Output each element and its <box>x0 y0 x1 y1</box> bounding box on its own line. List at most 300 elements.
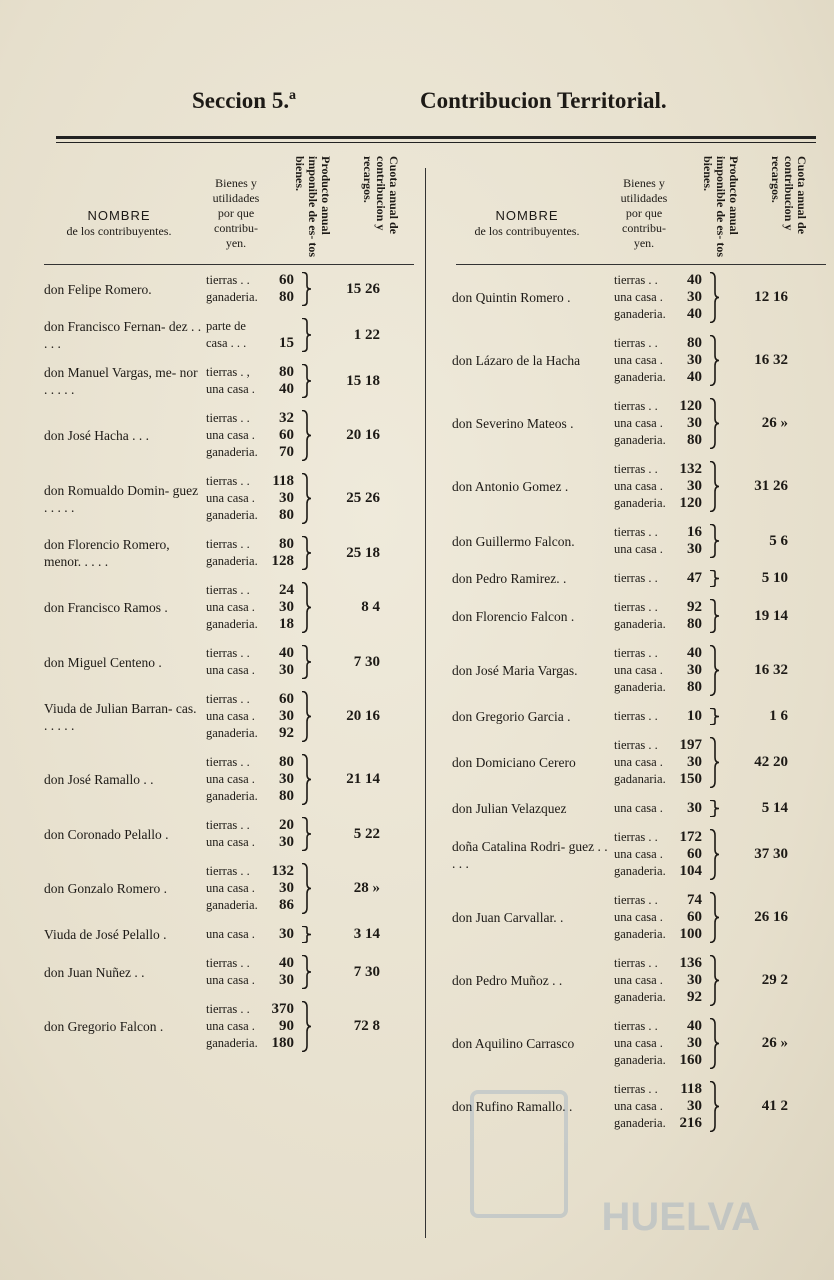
brace-icon <box>294 364 318 398</box>
property-type: ganaderia. <box>206 554 258 568</box>
property-item <box>202 616 294 633</box>
property-list <box>202 318 294 352</box>
property-item <box>610 955 702 972</box>
property-list <box>202 691 294 742</box>
property-item <box>610 1052 702 1069</box>
table-row <box>40 955 420 989</box>
brace-icon <box>702 335 726 386</box>
property-list <box>610 570 702 587</box>
property-item <box>202 364 294 381</box>
property-type: una casa . <box>614 910 663 924</box>
page-title: Contribucion Territorial. <box>420 88 667 113</box>
property-value: 30 <box>687 541 702 557</box>
property-item <box>610 306 702 323</box>
property-value: 104 <box>679 863 702 879</box>
property-type: tierras . . <box>614 738 658 752</box>
brace-icon <box>294 863 318 914</box>
brace-icon <box>702 737 726 788</box>
property-item <box>202 473 294 490</box>
brace-icon <box>702 398 726 449</box>
property-value: 30 <box>687 800 702 816</box>
property-value: 47 <box>687 570 702 586</box>
cuota-value: 7 30 <box>353 963 380 980</box>
top-rule-thin <box>56 142 816 143</box>
brace-icon <box>294 817 318 851</box>
contributor-name: don Coronado Pelallo . <box>44 826 169 842</box>
brace-icon <box>702 708 726 725</box>
section-heading: Seccion 5.ª <box>192 88 296 113</box>
property-value: 160 <box>679 1052 702 1068</box>
property-item <box>202 708 294 725</box>
property-type: ganaderia. <box>614 496 666 510</box>
property-type: una casa . <box>206 382 255 396</box>
header-bienes-line: yen. <box>225 236 247 250</box>
property-type: ganaderia. <box>614 433 666 447</box>
property-value: 20 <box>279 817 294 833</box>
property-type: ganaderia. <box>614 1053 666 1067</box>
contributor-name: don Domiciano Cerero <box>452 755 576 770</box>
property-item <box>610 398 702 415</box>
property-type: ganaderia. <box>614 680 666 694</box>
property-value: 80 <box>687 616 702 632</box>
property-type: tierras . . <box>206 537 250 551</box>
contributor-name: don Juan Nuñez . . <box>44 964 145 980</box>
table-row <box>448 955 828 1006</box>
property-value: 80 <box>687 679 702 695</box>
property-list <box>610 398 702 449</box>
brace-icon <box>294 754 318 805</box>
property-value: 40 <box>279 645 294 661</box>
header-bienes-line: Bienes y <box>215 176 257 190</box>
property-item <box>610 495 702 512</box>
cuota-value: 37 30 <box>754 846 788 862</box>
contributor-name: don Felipe Romero. <box>44 281 152 297</box>
brace-icon <box>294 1001 318 1052</box>
property-type: tierras . . <box>206 692 250 706</box>
header-bienes-line: contribu- <box>214 221 258 235</box>
property-value: 70 <box>279 444 294 460</box>
property-type: ganaderia. <box>206 898 258 912</box>
property-type: una casa . <box>614 801 663 815</box>
table-row <box>40 473 420 524</box>
table-row <box>448 892 828 943</box>
table-row <box>40 318 420 352</box>
brace-icon <box>294 645 318 679</box>
property-item <box>610 679 702 696</box>
contributor-name: don Julian Velazquez <box>452 801 567 816</box>
table-row <box>448 570 828 587</box>
property-type: ganaderia. <box>614 990 666 1004</box>
property-value: 132 <box>679 461 702 477</box>
table-row <box>448 737 828 788</box>
property-value: 74 <box>687 892 702 908</box>
header-bienes-line: contribu- <box>622 221 666 235</box>
property-item <box>202 880 294 897</box>
contributor-name: don Severino Mateos . <box>452 416 574 431</box>
cuota-value: 28 » <box>353 880 380 896</box>
cuota-value: 31 26 <box>754 478 788 494</box>
property-value: 16 <box>687 524 702 540</box>
cuota-value: 20 16 <box>346 427 380 443</box>
cuota-value: 41 2 <box>761 1098 788 1114</box>
cuota-value: 29 2 <box>761 972 788 988</box>
property-value: 24 <box>279 582 294 598</box>
property-value: 128 <box>271 553 294 569</box>
property-value: 197 <box>679 737 702 753</box>
property-item <box>202 289 294 306</box>
table-row <box>448 272 828 323</box>
property-list <box>202 1001 294 1052</box>
property-value: 86 <box>279 897 294 913</box>
property-type: tierras . . <box>206 273 250 287</box>
table-header-right <box>448 150 828 266</box>
property-list <box>610 1018 702 1069</box>
property-list <box>202 364 294 398</box>
property-item <box>610 926 702 943</box>
property-value: 40 <box>687 306 702 322</box>
property-list <box>610 599 702 633</box>
property-value: 100 <box>679 926 702 942</box>
property-type: tierras . . <box>614 830 658 844</box>
property-type: ganaderia. <box>206 789 258 803</box>
property-item <box>202 662 294 679</box>
property-item <box>610 892 702 909</box>
property-item <box>202 553 294 570</box>
header-bienes-line: yen. <box>633 236 655 250</box>
header-bienes-line: por que <box>217 206 255 220</box>
table-row <box>448 461 828 512</box>
property-value: 30 <box>279 834 294 850</box>
property-type: tierras . . <box>614 646 658 660</box>
property-type: gadanaria. <box>614 772 666 786</box>
cuota-value: 15 18 <box>346 372 380 389</box>
property-item <box>610 599 702 616</box>
property-value: 80 <box>687 432 702 448</box>
brace-icon <box>294 536 318 570</box>
cuota-value: 1 22 <box>353 326 380 343</box>
property-type: ganaderia. <box>206 617 258 631</box>
contributor-name: don Gonzalo Romero . <box>44 881 167 896</box>
property-item <box>610 846 702 863</box>
property-item <box>610 645 702 662</box>
property-type: una casa . <box>614 663 663 677</box>
property-item <box>610 708 702 725</box>
contributor-name: Viuda de Julian Barran- cas. . . . . . <box>44 700 197 733</box>
contributor-name: don Miguel Centeno . <box>44 654 162 670</box>
property-type: tierras . . <box>206 474 250 488</box>
property-list <box>202 926 294 943</box>
property-type: tierras . , <box>206 365 250 379</box>
cuota-value: 25 26 <box>346 490 380 506</box>
property-value: 30 <box>687 478 702 494</box>
brace-icon <box>294 272 318 306</box>
property-value: 30 <box>687 352 702 368</box>
contributor-name: don Romualdo Domin- guez . . . . . <box>44 482 199 515</box>
property-value: 30 <box>279 926 294 942</box>
property-type: tierras . . <box>614 1019 658 1033</box>
table-row <box>40 863 420 914</box>
brace-icon <box>702 955 726 1006</box>
property-item <box>610 369 702 386</box>
property-list <box>610 892 702 943</box>
cuota-value: 26 16 <box>754 909 788 925</box>
property-type: tierras . . <box>614 709 658 723</box>
property-item <box>202 754 294 771</box>
cuota-value: 25 18 <box>346 544 380 561</box>
property-value: 80 <box>687 335 702 351</box>
contributor-name: don José Hacha . . . <box>44 428 149 443</box>
header-bienes <box>202 176 270 251</box>
property-value: 30 <box>687 289 702 305</box>
property-item <box>202 834 294 851</box>
cuota-value: 72 8 <box>353 1018 380 1034</box>
property-item <box>610 662 702 679</box>
property-item <box>610 272 702 289</box>
table-row <box>40 817 420 851</box>
contributor-name: don Francisco Fernan- dez . . . . . <box>44 319 202 351</box>
property-type: tierras . . <box>206 755 250 769</box>
property-item <box>202 335 294 352</box>
header-bienes-line: utilidades <box>620 191 668 205</box>
property-item <box>202 582 294 599</box>
cuota-value: 5 22 <box>353 825 380 842</box>
header-bienes-line: Bienes y <box>623 176 665 190</box>
brace-icon <box>702 524 726 558</box>
property-item <box>610 972 702 989</box>
brace-icon <box>294 410 318 461</box>
property-item <box>610 570 702 587</box>
header-bienes <box>610 176 678 251</box>
property-type: tierras . . <box>206 646 250 660</box>
left-column <box>40 150 420 1064</box>
property-item <box>610 771 702 788</box>
property-type: tierras . . <box>614 273 658 287</box>
property-type: tierras . . <box>206 956 250 970</box>
property-value: 40 <box>279 955 294 971</box>
top-rule <box>56 136 816 139</box>
property-value: 40 <box>687 645 702 661</box>
property-value: 118 <box>272 473 294 489</box>
property-type: una casa . <box>614 416 663 430</box>
property-value: 15 <box>279 335 294 351</box>
cuota-value: 16 32 <box>754 352 788 368</box>
property-value: 92 <box>279 725 294 741</box>
property-item <box>202 645 294 662</box>
property-value: 60 <box>687 846 702 862</box>
property-value: 30 <box>687 1035 702 1051</box>
property-type: ganaderia. <box>206 1036 258 1050</box>
cuota-value: 12 16 <box>754 289 788 305</box>
property-item <box>610 754 702 771</box>
property-item <box>202 897 294 914</box>
cuota-value: 7 30 <box>353 653 380 670</box>
header-nombre <box>44 208 194 239</box>
brace-icon <box>294 955 318 989</box>
property-list <box>610 737 702 788</box>
property-value: 60 <box>279 272 294 288</box>
contributor-name: don Manuel Vargas, me- nor . . . . . <box>44 365 198 397</box>
table-row <box>448 1018 828 1069</box>
contributor-name: don Lázaro de la Hacha <box>452 353 581 368</box>
archive-watermark <box>430 1080 760 1260</box>
property-type: tierras . . <box>614 336 658 350</box>
property-item <box>610 863 702 880</box>
property-list <box>202 410 294 461</box>
property-value: 80 <box>279 788 294 804</box>
property-list <box>610 335 702 386</box>
property-value: 60 <box>279 691 294 707</box>
property-type: una casa . <box>206 663 255 677</box>
property-value: 40 <box>279 381 294 397</box>
contributor-name: don Florencio Romero, menor. . . . . <box>44 537 170 569</box>
property-type: ganaderia. <box>614 617 666 631</box>
cuota-value: 3 14 <box>353 926 380 942</box>
property-item <box>202 272 294 289</box>
property-value: 120 <box>679 398 702 414</box>
header-producto: Producto anual imponible de es- tos bienes. <box>293 156 333 258</box>
table-row <box>40 272 420 306</box>
cuota-value: 42 20 <box>754 754 788 770</box>
property-list <box>202 272 294 306</box>
property-type: tierras . . <box>206 864 250 878</box>
property-value: 30 <box>687 662 702 678</box>
property-item <box>202 1018 294 1035</box>
property-value: 60 <box>279 427 294 443</box>
property-type: una casa . <box>614 847 663 861</box>
table-row <box>448 829 828 880</box>
cuota-value: 8 4 <box>361 599 380 615</box>
property-type: una casa . <box>614 973 663 987</box>
property-type: una casa . <box>206 973 255 987</box>
property-value: 92 <box>687 599 702 615</box>
property-item <box>610 461 702 478</box>
property-type: tierras . . <box>614 893 658 907</box>
property-item <box>202 817 294 834</box>
cuota-value: 19 14 <box>754 607 788 624</box>
property-value: 30 <box>687 754 702 770</box>
property-item <box>610 1035 702 1052</box>
property-item <box>610 335 702 352</box>
contributor-name: don Antonio Gomez . <box>452 479 569 494</box>
right-column <box>448 150 828 1144</box>
property-value: 18 <box>279 616 294 632</box>
brace-icon <box>702 570 726 587</box>
table-row <box>40 536 420 570</box>
property-value: 10 <box>687 708 702 724</box>
property-value: 40 <box>687 369 702 385</box>
table-row <box>448 708 828 725</box>
table-row <box>448 800 828 817</box>
property-type: tierras . . <box>206 583 250 597</box>
header-nombre-sub: de los contribuyentes. <box>474 224 580 238</box>
cuota-value: 15 26 <box>346 280 380 297</box>
property-item <box>610 432 702 449</box>
property-list <box>610 461 702 512</box>
property-item <box>202 972 294 989</box>
property-value: 80 <box>279 289 294 305</box>
property-type: una casa . <box>206 1019 255 1033</box>
contributor-name: don José Maria Vargas. <box>452 663 578 678</box>
property-type: ganaderia. <box>206 508 258 522</box>
table-row <box>40 926 420 943</box>
brace-icon <box>702 1018 726 1069</box>
property-type: una casa . <box>206 772 255 786</box>
property-list <box>610 645 702 696</box>
cuota-value: 26 » <box>761 415 788 431</box>
property-item <box>202 863 294 880</box>
property-item <box>202 691 294 708</box>
cuota-value: 20 16 <box>346 708 380 724</box>
table-row <box>40 645 420 679</box>
header-bienes-line: utilidades <box>212 191 260 205</box>
property-list <box>610 800 702 817</box>
property-item <box>202 1035 294 1052</box>
cuota-value: 5 6 <box>769 532 788 549</box>
watermark-shield-icon <box>470 1090 568 1218</box>
property-type: una casa . <box>614 1036 663 1050</box>
table-row <box>448 645 828 696</box>
property-value: 40 <box>687 272 702 288</box>
contributor-name: don Pedro Ramirez. . <box>452 571 567 586</box>
brace-icon <box>702 272 726 323</box>
property-value: 30 <box>279 490 294 506</box>
property-value: 132 <box>271 863 294 879</box>
cuota-value: 5 10 <box>761 570 788 586</box>
property-item <box>202 410 294 427</box>
property-type: una casa . <box>206 491 255 505</box>
header-cuota: Cuota anual de contribucion y recargos. <box>361 156 401 235</box>
property-item <box>202 725 294 742</box>
property-value: 30 <box>279 662 294 678</box>
property-item <box>610 737 702 754</box>
watermark-text: HUELVA <box>601 1195 760 1239</box>
table-row <box>40 754 420 805</box>
contributor-name: don Gregorio Falcon . <box>44 1019 164 1034</box>
property-list <box>610 829 702 880</box>
contributor-name: don Florencio Falcon . <box>452 608 575 624</box>
contributor-name: doña Catalina Rodri- guez . . . . . <box>452 838 608 871</box>
property-list <box>202 582 294 633</box>
contributor-name: don José Ramallo . . <box>44 772 154 787</box>
property-type: ganaderia. <box>206 290 258 304</box>
property-value: 150 <box>679 771 702 787</box>
table-row <box>448 524 828 558</box>
property-item <box>610 524 702 541</box>
property-type: una casa . <box>206 709 255 723</box>
property-type: una casa . <box>206 881 255 895</box>
property-list <box>202 536 294 570</box>
cuota-value: 26 » <box>761 1035 788 1051</box>
table-row <box>40 364 420 398</box>
property-type: tierras . . <box>614 956 658 970</box>
brace-icon <box>702 829 726 880</box>
property-item <box>202 955 294 972</box>
property-value: 90 <box>279 1018 294 1034</box>
brace-icon <box>702 461 726 512</box>
contributor-name: don Gregorio Garcia . <box>452 709 571 724</box>
property-type: tierras . . <box>206 1002 250 1016</box>
property-value: 120 <box>679 495 702 511</box>
brace-icon <box>294 473 318 524</box>
contributor-name: don Pedro Muñoz . . <box>452 973 563 988</box>
property-list <box>202 754 294 805</box>
brace-icon <box>702 800 726 817</box>
property-item <box>202 427 294 444</box>
property-item <box>610 415 702 432</box>
property-type: ganaderia. <box>614 1116 666 1130</box>
property-item <box>610 541 702 558</box>
property-item <box>202 1001 294 1018</box>
